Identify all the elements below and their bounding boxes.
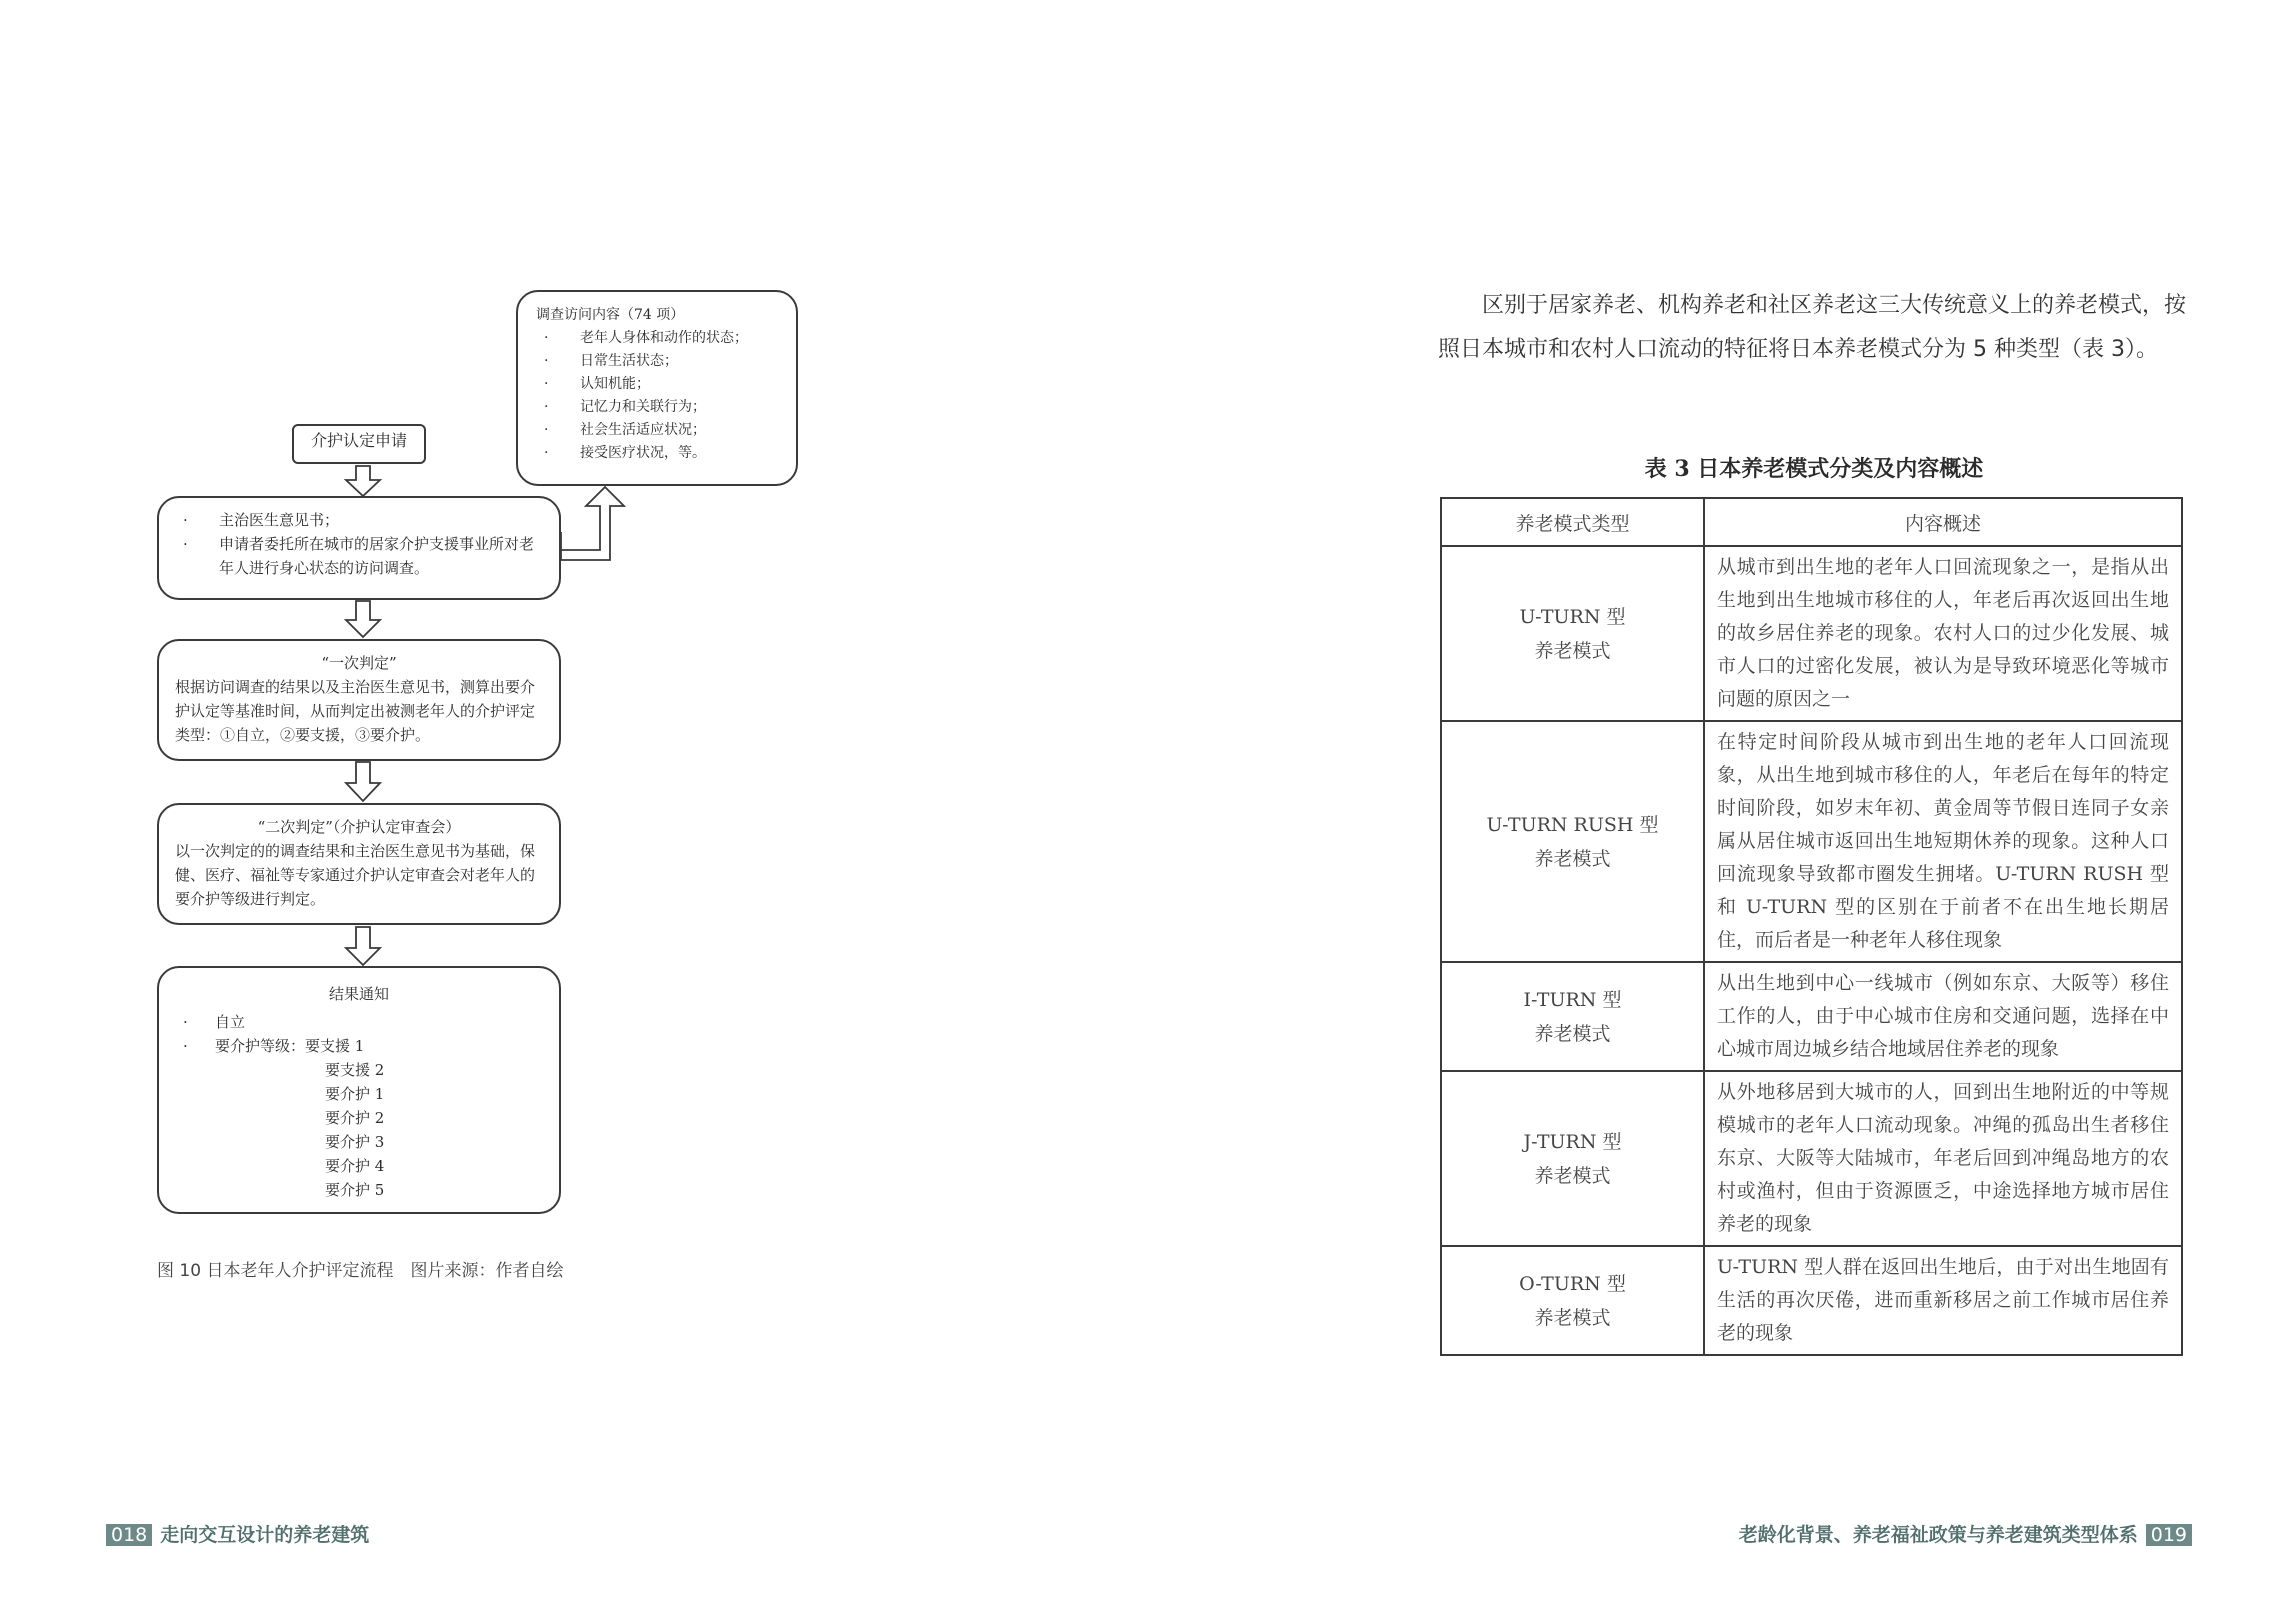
result-item-independent: · 自立 (175, 1010, 543, 1034)
table-header-desc: 内容概述 (1704, 498, 2182, 546)
care-level: 要支援 2 (325, 1061, 385, 1079)
mode-type: J-TURN 型 (1523, 1130, 1622, 1153)
mode-type-cell (1441, 721, 1704, 962)
mode-type-cell (1441, 546, 1704, 721)
care-level: 要介护 4 (325, 1157, 385, 1175)
second-judgement-box (157, 803, 561, 925)
mode-type-cell (1441, 1071, 1704, 1246)
body-paragraph: 区别于居家养老、机构养老和社区养老这三大传统意义上的养老模式，按照日本城市和农村人口流动的特征将日本养老模式分为 5 种类型（表 3）。 (1438, 293, 2187, 362)
table-row (1441, 1071, 2182, 1246)
survey-item: · 社会生活适应状况； (536, 419, 778, 442)
table-header-type: 养老模式类型 (1441, 498, 1704, 546)
arrow-down-2 (346, 601, 380, 637)
table-row (1441, 546, 2182, 721)
survey-item: · 接受医疗状况，等。 (536, 442, 778, 465)
mode-type-suffix: 养老模式 (1534, 639, 1611, 662)
mode-type-cell (1441, 1246, 1704, 1355)
first-judgement-box (157, 639, 561, 761)
table-row (1441, 1246, 2182, 1355)
mode-type: O-TURN 型 (1519, 1272, 1626, 1295)
left-running-title: 走向交互设计的养老建筑 (160, 1524, 370, 1546)
care-level: 要介护 3 (325, 1133, 385, 1151)
mode-type-suffix: 养老模式 (1534, 847, 1611, 870)
mode-type-suffix: 养老模式 (1534, 1306, 1611, 1329)
step1-item: · 申请者委托所在城市的居家介护支援事业所对老年人进行身心状态的访问调查。 (175, 532, 543, 580)
table-header-row (1441, 498, 2182, 546)
result-box (157, 966, 561, 1214)
mode-desc: 从城市到出生地的老年人口回流现象之一，是指从出生地到出生地城市移住的人，年老后再次返回出生地的故乡居住养老的现象。农村人口的过少化发展、城市人口的过密化发展，被认为是导致环境恶化等城市问题的原因之一 (1704, 546, 2182, 721)
arrow-down-4 (346, 927, 380, 965)
arrow-down-3 (346, 762, 380, 801)
mode-type-suffix: 养老模式 (1534, 1022, 1611, 1045)
right-footer (1739, 1520, 2192, 1547)
survey-item: · 记忆力和关联行为； (536, 396, 778, 419)
apply-box: 介护认定申请 (292, 424, 426, 464)
figure-caption: 图 10 日本老年人介护评定流程 图片来源：作者自绘 (157, 1261, 564, 1281)
care-level: 要介护 2 (325, 1109, 385, 1127)
arrow-down-1 (346, 466, 380, 496)
first-judgement-title: “一次判定” (321, 654, 397, 672)
care-level: 要介护 1 (325, 1085, 385, 1103)
second-judgement-title: “二次判定”（介护认定审查会） (257, 818, 461, 836)
mode-desc: 从外地移居到大城市的人，回到出生地附近的中等规模城市的老年人口流动现象。冲绳的孤岛出生者移住东京、大阪等大陆城市，年老后回到冲绳岛地方的农村或渔村，但由于资源匮乏，中途选择地方城市居住养老的现象 (1704, 1071, 2182, 1246)
first-judgement-text: 根据访问调查的结果以及主治医生意见书，测算出要介护认定等基准时间，从而判定出被测老年人的介护评定类型：①自立，②要支援，③要介护。 (175, 678, 536, 744)
step1-box (157, 496, 561, 600)
table-row (1441, 962, 2182, 1071)
mode-type: I-TURN 型 (1523, 988, 1622, 1011)
mode-type: U-TURN RUSH 型 (1486, 813, 1659, 836)
right-page-number: 019 (2146, 1524, 2192, 1546)
table-row (1441, 721, 2182, 962)
result-title: 结果通知 (328, 985, 389, 1003)
result-item-care-level: · 要介护等级：要支援 1 (175, 1034, 543, 1058)
left-footer (106, 1520, 369, 1547)
mode-type: U-TURN 型 (1519, 605, 1626, 628)
survey-item: · 日常生活状态； (536, 350, 778, 373)
mode-type-suffix: 养老模式 (1534, 1164, 1611, 1187)
survey-item: · 老年人身体和动作的状态； (536, 327, 778, 350)
care-level: 要介护 5 (325, 1181, 385, 1199)
right-running-title: 老龄化背景、养老福祉政策与养老建筑类型体系 (1738, 1524, 2138, 1546)
second-judgement-text: 以一次判定的的调查结果和主治医生意见书为基础，保健、医疗、福祉等专家通过介护认定审查会对老年人的要介护等级进行判定。 (175, 842, 536, 908)
table-title: 表 3 日本养老模式分类及内容概述 (1644, 456, 1984, 482)
survey-content-box (516, 290, 798, 486)
survey-title: 调查访问内容（74 项） (536, 307, 685, 323)
left-page-number: 018 (106, 1524, 152, 1546)
mode-desc: 从出生地到中心一线城市（例如东京、大阪等）移住工作的人，由于中心城市住房和交通问题，选择在中心城市周边城乡结合地域居住养老的现象 (1704, 962, 2182, 1071)
mode-type-cell (1441, 962, 1704, 1071)
arrow-up-to-survey (561, 487, 624, 560)
step1-item: · 主治医生意见书； (175, 508, 543, 532)
survey-item: · 认知机能； (536, 373, 778, 396)
mode-desc: 在特定时间阶段从城市到出生地的老年人口回流现象，从出生地到城市移住的人，年老后在每年的特定时间阶段，如岁末年初、黄金周等节假日连同子女亲属从居住城市返回出生地短期休养的现象。这种人口回流现象导致都市圈发生拥堵。U-TURN RUSH 型和 U-TURN 型的区别在于前者不在出生地长期居住，而后者是一种老年人移住现象 (1704, 721, 2182, 962)
mode-desc: U-TURN 型人群在返回出生地后，由于对出生地固有生活的再次厌倦，进而重新移居之前工作城市居住养老的现象 (1704, 1246, 2182, 1355)
elder-care-mode-table (1440, 497, 2183, 1356)
